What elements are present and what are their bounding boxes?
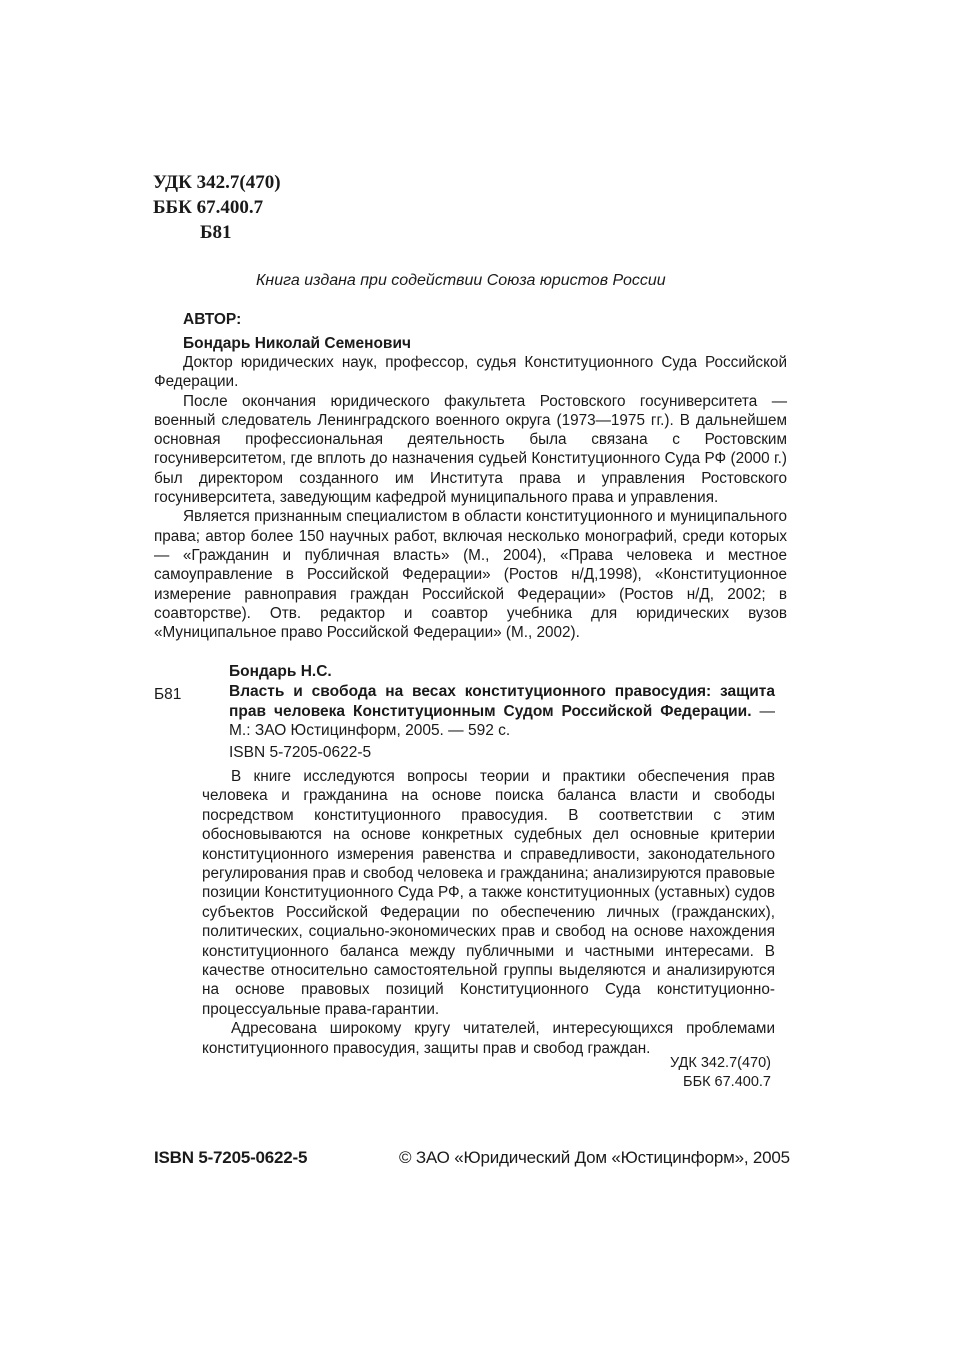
annotation <box>202 767 775 1058</box>
catalog-title <box>229 682 775 741</box>
annotation-paragraph: Адресована широкому кругу читателей, интересующихся проблемами конституционного правосудия, защиты прав и свобод граждан. <box>202 1020 775 1057</box>
author-bio-paragraph: Является признанным специалистом в области конституционного и муниципального права; автор более 150 научных работ, включая несколько монографий, среди которых — «Гражданин и публичная власть» (М., 2004), «Права человека и местное самоуправление в Российской Федерации» (Ростов н/Д,1998), «Конституционное измерение равноправия граждан Российской Федерации» (Ростов н/Д, 2002; в соавторстве). Отв. редактор и соавтор учебника для юридических вузов «Муниципальное право Российской Федерации» (М., 2002). <box>154 508 787 642</box>
book-title: Власть и свобода на весах конституционного правосудия: защита прав человека Конституционным Судом Российской Федерации. <box>229 683 775 720</box>
udk-footer-udk: УДК 342.7(470) <box>670 1055 771 1071</box>
udk-footer <box>600 1054 771 1092</box>
catalog-author: Бондарь Н.С. <box>229 663 332 680</box>
bbk-code: ББК 67.400.7 <box>153 197 264 218</box>
catalog-index: Б81 <box>154 686 182 703</box>
udk-footer-bbk: ББК 67.400.7 <box>683 1074 771 1090</box>
book-imprint: — М.: ЗАО Юстицинформ, 2005. — 592 с. <box>229 702 775 739</box>
edition-note: Книга издана при содействии Союза юристов России <box>256 272 666 289</box>
author-name: Бондарь Николай Семенович <box>183 335 411 352</box>
catalog-isbn: ISBN 5-7205-0622-5 <box>229 744 372 761</box>
author-index: Б81 <box>200 222 232 243</box>
author-label: АВТОР: <box>183 311 242 328</box>
footer-isbn: ISBN 5-7205-0622-5 <box>154 1148 308 1167</box>
copyright-line: © ЗАО «Юридический Дом «Юстицинформ», 2005 <box>399 1148 790 1167</box>
classification-block <box>153 170 281 245</box>
annotation-paragraph: В книге исследуются вопросы теории и практики обеспечения прав человека и гражданина на основе поиска баланса власти и свободы посредством конституционного правосудия. В соответствии с этим обосновываются на основе конкретных судебных дел основные критерии конституционного измерения равенства и справедливости, законодательного регулирования прав и свобод человека и гражданина; анализируются правовые позиции Конституционного Суда РФ, а также конституционных (уставных) судов субъектов Российской Федерации по обеспечению личных (гражданских), политических, социально-экономических прав и свобод на основе нахождения конституционного баланса между публичными и частными интересами. В качестве относительно самостоятельной группы выделяются и анализируются на основе правовых позиций Конституционного Суда конституционно-процессуальные права-гарантии. <box>202 768 775 1018</box>
author-bio-paragraph: После окончания юридического факультета Ростовского госуниверситета — военный следователь Ленинградского военного округа (1973—1975 гг.). В дальнейшем основная профессиональная деятельность была связана с Ростовским госуниверситетом, где вплоть до назначения судьей Конституционного Суда РФ (2000 г.) был директором созданного им Института права и управления Ростовского госуниверситета, заведующим кафедрой муниципального права и управления. <box>154 392 787 507</box>
author-bio-paragraph: Доктор юридических наук, профессор, судья Конституционного Суда Российской Федерации. <box>154 354 787 391</box>
udk-code: УДК 342.7(470) <box>153 172 281 193</box>
author-bio <box>154 353 787 642</box>
